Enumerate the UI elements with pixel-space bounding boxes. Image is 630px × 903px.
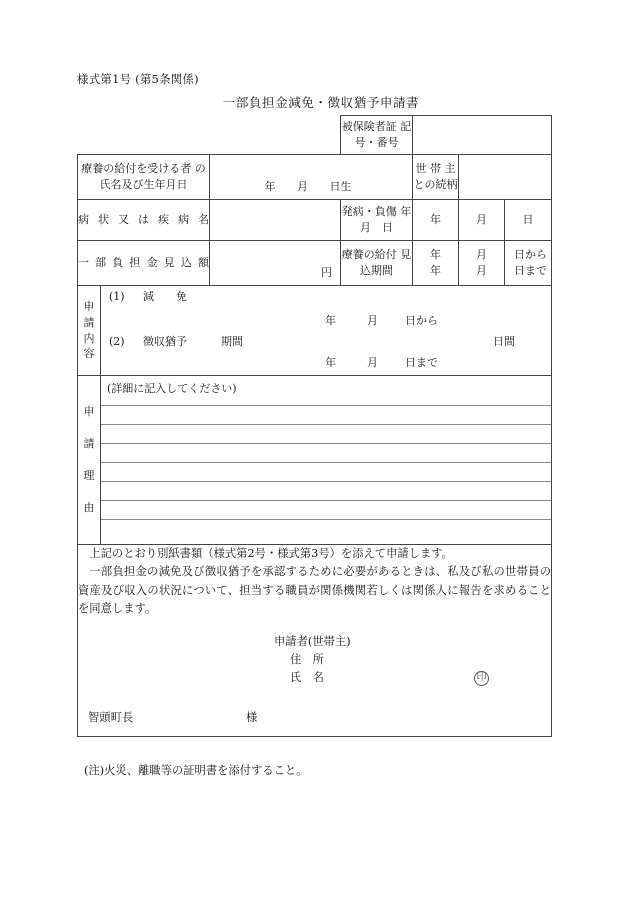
mayor-honorific: 様 (246, 711, 258, 725)
recipient-value[interactable] (210, 155, 413, 200)
application-content-label-char-3: 容 (83, 347, 95, 361)
recipient-label (78, 155, 210, 200)
applicant-block (78, 634, 551, 696)
content-item1-month: 月 (367, 314, 378, 327)
application-content-label-char-1: 請 (83, 315, 95, 329)
reason-line[interactable] (101, 424, 551, 443)
copay-value[interactable] (210, 241, 341, 286)
onset-date-label-line1: 発病・負傷 (341, 205, 397, 219)
household-relation-label-line2: との続柄 (413, 178, 458, 191)
applicant-label: 申請者(世帯主) (274, 635, 351, 649)
seal-icon: 印 (474, 671, 489, 686)
condition-value[interactable] (210, 200, 341, 241)
application-content-body[interactable] (101, 286, 552, 376)
footnote: (注)火災、離職等の証明書を添付すること。 (84, 764, 308, 777)
condition-label: 病状又は疾病名 (78, 200, 210, 241)
application-content-label (78, 286, 101, 376)
table-row-copay (78, 241, 552, 286)
reason-line[interactable] (101, 500, 551, 519)
reason-line[interactable] (101, 405, 551, 424)
onset-date-label-line2: 年 月 日 (360, 205, 423, 234)
table-row-application-content (78, 286, 552, 376)
blank-cell-topleft (78, 116, 210, 155)
recipient-birth-day: 日生 (329, 180, 352, 194)
period-to-day: 日まで (514, 264, 548, 277)
onset-month[interactable]: 月 (459, 200, 505, 241)
content-item2-number: (2) (109, 335, 125, 348)
onset-day[interactable]: 日 (505, 200, 552, 241)
application-content-label-char-2: 内 (83, 331, 95, 345)
application-form-table (77, 115, 552, 737)
application-reason-label-char-1: 請 (83, 437, 95, 451)
content-item2-period-label: 期間 (221, 335, 243, 348)
copay-unit: 円 (321, 266, 332, 280)
reason-line[interactable] (101, 462, 551, 481)
content-item1-year: 年 (325, 314, 336, 327)
content-item2-days-unit: 日間 (493, 335, 515, 348)
insurance-card-value[interactable] (413, 116, 552, 155)
period-from-to-year[interactable] (413, 241, 459, 286)
blank-cell-top (210, 116, 341, 155)
table-row-statement (78, 545, 552, 737)
statement-block (78, 545, 552, 737)
mayor-label: 智頭町長 (88, 711, 134, 725)
period-from-month: 月 (476, 248, 487, 262)
recipient-label-line2: の氏名及び生年月日 (99, 162, 206, 191)
application-reason-label-char-2: 理 (83, 469, 95, 482)
recipient-birth-year: 年 (264, 180, 276, 194)
reason-line[interactable] (101, 519, 551, 538)
table-row-insurance-card (78, 116, 552, 155)
addressee-block (78, 702, 551, 736)
household-relation-label-line1: 世 帯 主 (415, 162, 456, 176)
table-row-recipient (78, 155, 552, 200)
period-from-year: 年 (430, 248, 441, 262)
household-relation-label (413, 155, 459, 200)
recipient-birth-month: 月 (297, 180, 308, 194)
content-item2-label: 徴収猶予 (143, 335, 187, 348)
content-item2-year: 年 (325, 356, 336, 369)
page-title: 一部負担金減免・徴収猶予申請書 (222, 95, 420, 110)
period-from-to-day[interactable] (505, 241, 552, 286)
statement-paragraph-2: 一部負担金の減免及び徴収猶予を承認するために必要があるときは、私及び私の世帯員の資産及び収入の状況について、担当する職員が関係機関若しくは関係人に報告を求めることを同意します。 (78, 565, 552, 615)
treatment-period-label (341, 241, 413, 286)
application-reason-label-char-0: 申 (83, 405, 95, 419)
table-row-condition (78, 200, 552, 241)
application-content-label-char-0: 申 (83, 299, 95, 313)
reason-line[interactable] (101, 481, 551, 500)
insurance-card-label-line2: 記号・番号 (354, 120, 412, 149)
content-item1-number: (1) (109, 290, 125, 303)
content-item2-day: 日まで (405, 356, 438, 369)
content-item1-day: 日から (405, 314, 438, 327)
insurance-card-label (341, 116, 413, 155)
period-from-to-month[interactable] (459, 241, 505, 286)
application-reason-label (78, 376, 101, 545)
address-label: 住 所 (290, 653, 324, 667)
period-from-day: 日から (514, 248, 548, 262)
reason-line[interactable] (101, 443, 551, 462)
treatment-period-label-line1: 療養の給付 (341, 248, 397, 262)
application-reason-hint: (詳細に記入してください) (107, 382, 237, 395)
content-item1-label: 減 免 (143, 290, 187, 303)
application-reason-lines[interactable] (101, 405, 551, 538)
period-to-year: 年 (430, 264, 441, 277)
copay-label: 一部負担金見込額 (78, 241, 210, 286)
content-item2-month: 月 (367, 356, 378, 369)
insurance-card-label-line1: 被保険者証 (341, 120, 397, 134)
table-row-application-reason (78, 376, 552, 545)
application-reason-body[interactable] (101, 376, 552, 545)
statement-paragraph-1: 上記のとおり別紙書類（様式第2号・様式第3号）を添えて申請します。 (89, 547, 453, 560)
treatment-period-label-line2: 見込期間 (360, 248, 412, 277)
recipient-label-line1: 療養の給付を受ける者 (81, 162, 192, 176)
onset-year[interactable]: 年 (413, 200, 459, 241)
household-relation-value[interactable] (459, 155, 552, 200)
onset-date-label (341, 200, 423, 241)
name-label: 氏 名 (290, 671, 324, 685)
form-number: 様式第1号 (第5条関係) (77, 72, 199, 86)
period-to-month: 月 (476, 264, 487, 277)
application-reason-label-char-3: 由 (83, 500, 95, 514)
